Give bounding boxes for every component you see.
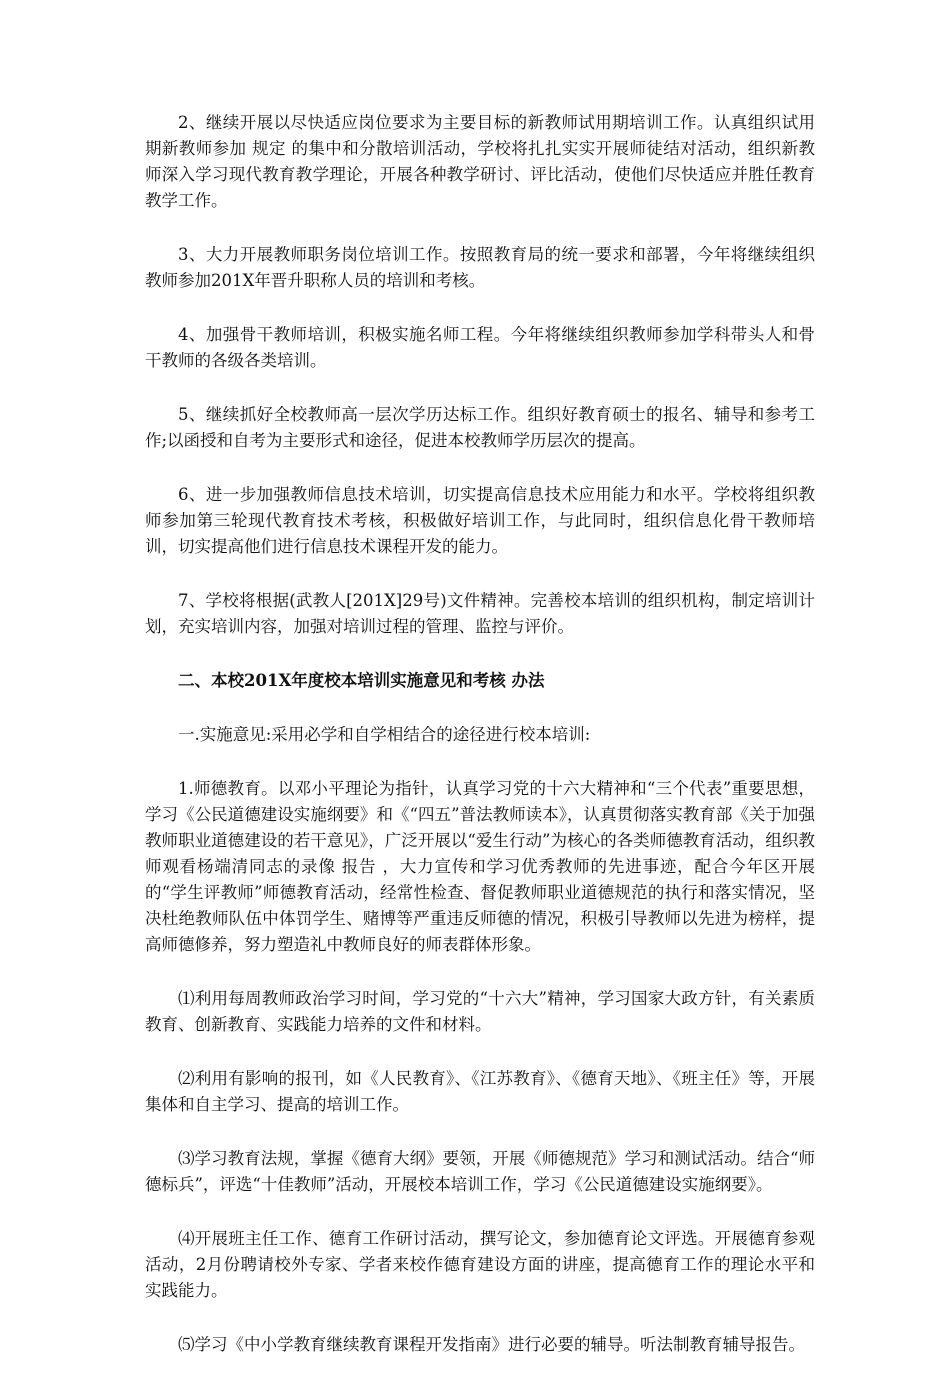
- ethics-education-paragraph: 1.师德教育。以邓小平理论为指针，认真学习党的十六大精神和“三个代表”重要思想，学习《公民道德建设实施纲要》和《“四五”普法教师读本》，认真贯彻落实教育部《关于加强教师职业道德建设的若干意见》，广泛开展以“爱生行动”为核心的各类师德教育活动，组织教师观看杨端清同志的录像 报告 ，大力宣传和学习优秀教师的先进事迹，配合今年区开展的“学生评教师”师德教育活动，经常性检查、督促教师职业道德规范的执行和落实情况，坚决杜绝教师队伍中体罚学生、赌博等严重违反师德的情况，积极引导教师以先进为榜样，提高师德修养，努力塑造礼中教师良好的师表群体形象。: [145, 779, 815, 954]
- paragraph-item-3: 3、大力开展教师职务岗位培训工作。按照教育局的统一要求和部署，今年将继续组织教师参加201X年晋升职称人员的培训和考核。: [145, 245, 815, 290]
- paragraph-item-7: 7、学校将根据(武教人[201X]29号)文件精神。完善校本培训的组织机构，制定培训计划，充实培训内容，加强对培训过程的管理、监控与评价。: [145, 591, 815, 636]
- list-item-4: ⑷开展班主任工作、德育工作研讨活动，撰写论文，参加德育论文评选。开展德育参观活动，2月份聘请校外专家、学者来校作德育建设方面的讲座，提高德育工作的理论水平和实践能力。: [145, 1229, 815, 1300]
- document-body: [145, 110, 815, 1386]
- list-item-5: ⑸学习《中小学教育继续教育课程开发指南》进行必要的辅导。听法制教育辅导报告。: [178, 1335, 805, 1354]
- paragraph-item-5: 5、继续抓好全校教师高一层次学历达标工作。组织好教育硕士的报名、辅导和参考工作;以函授和自考为主要形式和途径，促进本校教师学历层次的提高。: [145, 405, 815, 450]
- paragraph-item-2: 2、继续开展以尽快适应岗位要求为主要目标的新教师试用期培训工作。认真组织试用期新教师参加 规定 的集中和分散培训活动，学校将扎扎实实开展师徒结对活动，组织新教师深入学习现代教育教学理论，开展各种教学研讨、评比活动，使他们尽快适应并胜任教育教学工作。: [145, 113, 815, 210]
- list-item-3: ⑶学习教育法规，掌握《德育大纲》要领，开展《师德规范》学习和测试活动。结合“师德标兵”，评选“十佳教师”活动，开展校本培训工作，学习《公民道德建设实施纲要》。: [145, 1149, 815, 1194]
- paragraph-item-6: 6、进一步加强教师信息技术培训，切实提高信息技术应用能力和水平。学校将组织教师参加第三轮现代教育技术考核，积极做好培训工作，与此同时，组织信息化骨干教师培训，切实提高他们进行信息技术课程开发的能力。: [145, 485, 815, 556]
- list-item-2: ⑵利用有影响的报刊，如《人民教育》、《江苏教育》、《德育天地》、《班主任》等，开展集体和自主学习、提高的培训工作。: [145, 1069, 815, 1114]
- list-item-1: ⑴利用每周教师政治学习时间，学习党的“十六大”精神，学习国家大政方针，有关素质教育、创新教育、实践能力培养的文件和材料。: [145, 989, 815, 1034]
- section-heading: 二、本校201X年度校本培训实施意见和考核 办法: [178, 671, 545, 690]
- paragraph-item-4: 4、加强骨干教师培训，积极实施名师工程。今年将继续组织教师参加学科带头人和骨干教师的各级各类培训。: [145, 325, 815, 370]
- sub-heading: 一.实施意见:采用必学和自学相结合的途径进行校本培训:: [178, 725, 591, 744]
